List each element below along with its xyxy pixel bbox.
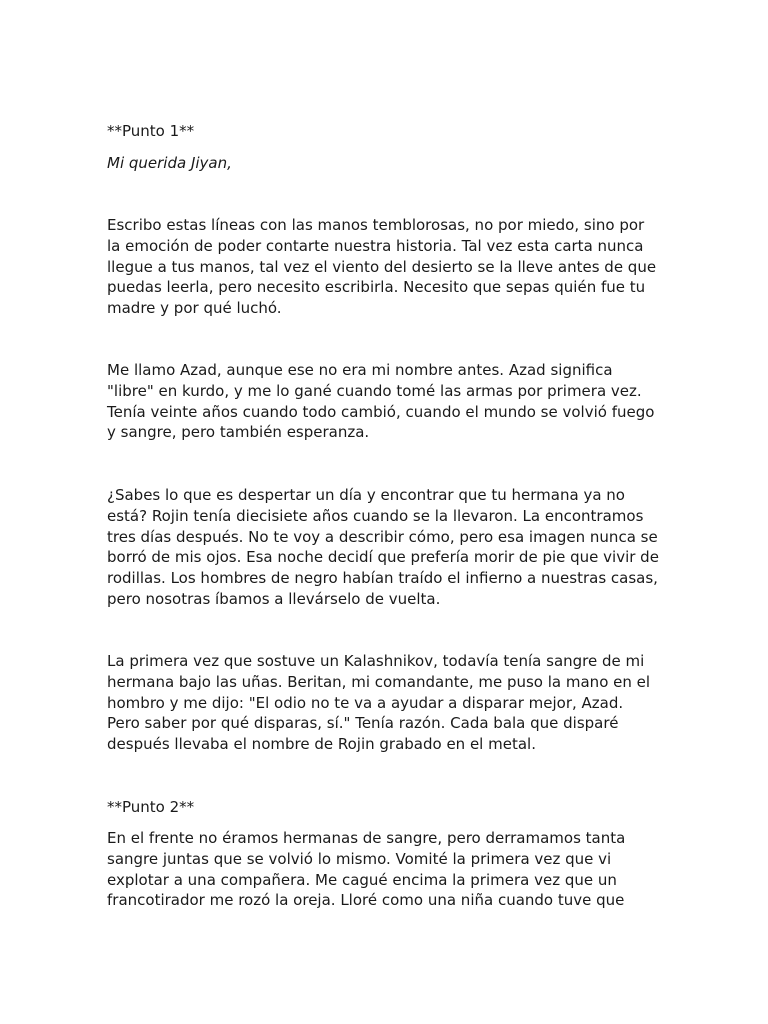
- paragraph-line: rodillas. Los hombres de negro habían traído el infierno a nuestras casas,: [107, 569, 658, 588]
- paragraph-4: [107, 651, 667, 755]
- paragraph-line: está? Rojin tenía diecisiete años cuando se la llevaron. La encontramos: [107, 506, 644, 525]
- paragraph-3: [107, 485, 667, 610]
- paragraph-line: "libre" en kurdo, y me lo gané cuando tomé las armas por primera vez.: [107, 381, 642, 400]
- paragraph-line: En el frente no éramos hermanas de sangre, pero derramamos tanta: [107, 829, 626, 847]
- paragraph-line: francotirador me rozó la oreja. Lloré como una niña cuando tuve que: [107, 891, 625, 910]
- paragraph-line: después llevaba el nombre de Rojin grabado en el metal.: [107, 735, 536, 754]
- paragraph-line: llegue a tus manos, tal vez el viento del desierto se la lleve antes de que: [107, 257, 657, 276]
- paragraph-line: sangre juntas que se volvió lo mismo. Vomité la primera vez que vi: [107, 849, 612, 868]
- paragraph-line: Me llamo Azad, aunque ese no era mi nombre antes. Azad significa: [107, 361, 613, 379]
- paragraph-line: hermana bajo las uñas. Beritan, mi comandante, me puso la mano en el: [107, 672, 651, 691]
- salutation: Mi querida Jiyan,: [107, 154, 232, 172]
- paragraph-line: puedas leerla, pero necesito escribirla. Necesito que sepas quién fue tu: [107, 278, 646, 297]
- paragraph-1: [107, 215, 667, 319]
- paragraph-5: [107, 828, 667, 911]
- paragraph-line: tres días después. No te voy a describir cómo, pero esa imagen nunca se: [107, 527, 658, 546]
- paragraph-2: [107, 360, 667, 443]
- paragraph-line: la emoción de poder contarte nuestra historia. Tal vez esta carta nunca: [107, 236, 644, 255]
- paragraph-line: hombro y me dijo: "El odio no te va a ayudar a disparar mejor, Azad.: [107, 693, 624, 712]
- paragraph-line: Pero saber por qué disparas, sí." Tenía razón. Cada bala que disparé: [107, 714, 619, 733]
- paragraph-line: y sangre, pero también esperanza.: [107, 423, 370, 442]
- paragraph-line: ¿Sabes lo que es despertar un día y encontrar que tu hermana ya no: [107, 486, 625, 504]
- paragraph-line: pero nosotras íbamos a llevárselo de vuelta.: [107, 589, 441, 608]
- section-heading-punto-1: **Punto 1**: [107, 122, 195, 140]
- section-heading-punto-2: **Punto 2**: [107, 798, 195, 816]
- paragraph-line: Tenía veinte años cuando todo cambió, cuando el mundo se volvió fuego: [107, 402, 655, 421]
- paragraph-line: madre y por qué luchó.: [107, 299, 282, 318]
- paragraph-line: Escribo estas líneas con las manos temblorosas, no por miedo, sino por: [107, 216, 645, 234]
- paragraph-line: La primera vez que sostuve un Kalashnikov, todavía tenía sangre de mi: [107, 652, 645, 670]
- paragraph-line: borró de mis ojos. Esa noche decidí que prefería morir de pie que vivir de: [107, 548, 659, 567]
- paragraph-line: explotar a una compañera. Me cagué encima la primera vez que un: [107, 870, 617, 889]
